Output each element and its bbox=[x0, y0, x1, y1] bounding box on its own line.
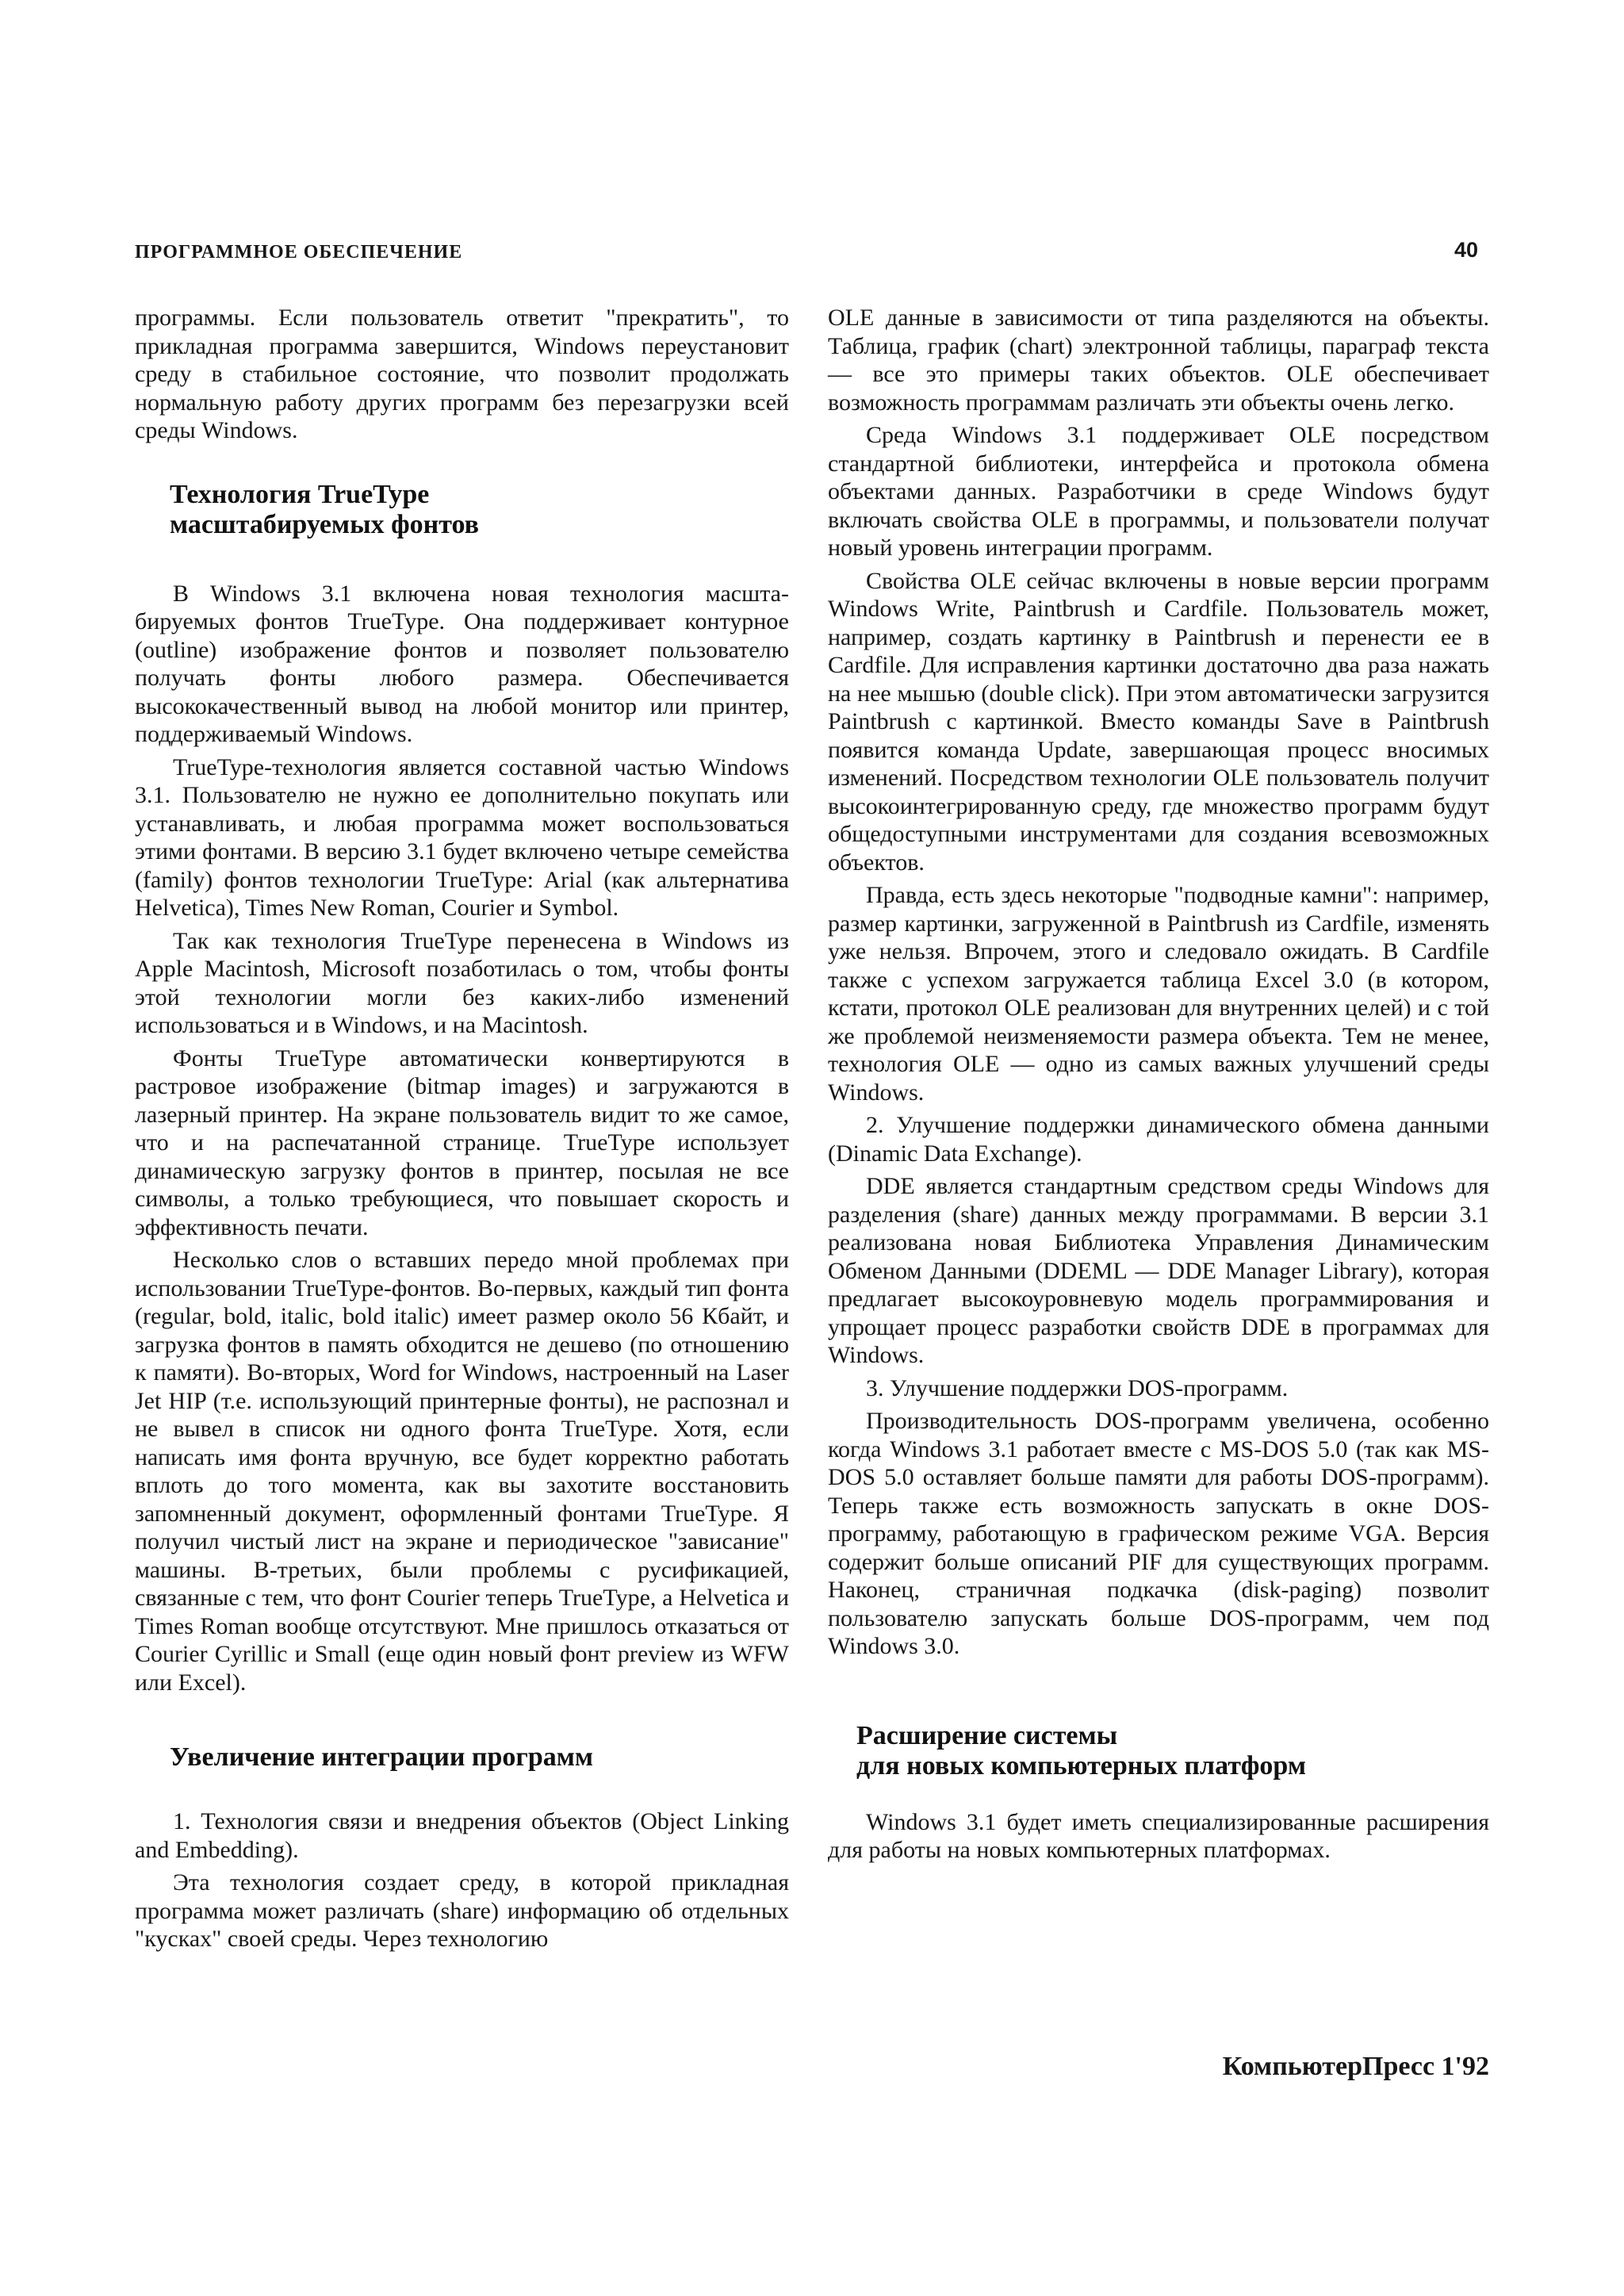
paragraph: Так как технология TrueType перенесена в Windows из Apple Macintosh, Microsoft позаботилась о том, чтобы фонты этой технологии могли без каких-либо изменений использоваться и в Windows, и на Macintosh. bbox=[135, 927, 789, 1038]
paragraph: Фонты TrueType автоматически конвертируются в растровое изображение (bitmap images) и загружаются в лазерный принтер. На экране пользователь видит то же самое, что и на распечатанной странице. TrueType использует динамическую загрузку фонтов в принтер, посылая не все символы, а только требующиеся, что повышает скорость и эффективность печати. bbox=[135, 1045, 789, 1240]
paragraph: 1. Технология связи и внедрения объектов (Object Linking and Embedding). bbox=[135, 1808, 789, 1863]
paragraph: В Windows 3.1 включена новая технология масштабируемых фонтов TrueType. Она поддерживает контурное (outline) изображение фонтов и позволяет пользователю получать фонты любого размера. Обеспечивается высококачественный вывод на любой монитор или принтер, поддерживаемый Windows. bbox=[135, 580, 789, 747]
left-column bbox=[135, 304, 789, 1958]
heading-line: масштабируемых фонтов bbox=[170, 509, 480, 539]
paragraph: Производительность DOS-программ увеличена, особенно когда Windows 3.1 работает вместе с MS-DOS 5.0 (так как MS-DOS 5.0 оставляет больше памяти для работы DOS-программ). Теперь также есть возможность запускать в окне DOS-программу, работающую в графическом режиме VGA. Версия содержит больше описаний PIF для существующих программ. Наконец, страничная подкачка (disk-paging) позволит пользователю запускать больше DOS-программ, чем под Windows 3.0. bbox=[828, 1408, 1489, 1659]
paragraph: Эта технология создает среду, в которой прикладная программа может различать (share) информацию об отдельных "кусках" своей среды. Через технологию bbox=[135, 1869, 789, 1952]
heading-integration: Увеличение интеграции программ bbox=[170, 1742, 594, 1772]
paragraph: 2. Улучшение поддержки динамического обмена данными (Dinamic Data Exchange). bbox=[828, 1112, 1489, 1167]
paragraph: Несколько слов о вставших передо мной проблемах при использовании TrueType-фонтов. Во-первых, каждый тип фонта (regular, bold, italic, bold italic) имеет размер около 56 Кбайт, и загрузка фонтов в память обходится не дешево (по отношению к памяти). Во-вторых, Word for Windows, настроенный на Laser Jet HIP (т.е. использующий принтерные фонты), не распознал и не вывел в список ни одного фонта TrueType. Хотя, если написать имя фонта вручную, все будет корректно работать вплоть до того момента, как вы захотите восстановить запомненный документ, оформленный фонтами TrueType. Я получил чистый лист на экране и периодическое "зависание" машины. В-третьих, были проблемы с русификацией, связанные с тем, что фонт Courier теперь TrueType, а Helvetica и Times Roman вообще отсутствуют. Мне пришлось отказаться от Courier Cyrillic и Small (еще один новый фонт preview из WFW или Excel). bbox=[135, 1247, 789, 1696]
heading-line: для новых компьютерных платформ bbox=[856, 1750, 1306, 1780]
paragraph: Windows 3.1 будет иметь специализированные расширения для работы на новых компьютерных платформах. bbox=[828, 1808, 1489, 1863]
page-number: 40 bbox=[1454, 238, 1479, 262]
paragraph: DDE является стандартным средством среды Windows для разделения (share) данных между программами. В версии 3.1 реализована новая Библиотека Управления Динамическим Обменом Данными (DDEML — DDE Manager Library), которая предлагает высокоуровневую модель программирования и упрощает процесс разработки свойств DDE в программах для Windows. bbox=[828, 1173, 1489, 1368]
paragraph: Правда, есть здесь некоторые "подводные камни": например, размер картинки, загруженной в Paintbrush из Cardfile, изменять уже нельзя. Впрочем, этого и следовало ожидать. В Cardfile также с успехом загружается таблица Excel 3.0 (в котором, кстати, протокол OLE реализован для внутренних целей) и с той же проблемой неизменяемости размера объекта. Тем не менее, технология OLE — одно из самых важных улучшений среды Windows. bbox=[828, 882, 1489, 1106]
paragraph: 3. Улучшение поддержки DOS-программ. bbox=[866, 1374, 1289, 1401]
right-column bbox=[828, 304, 1489, 1869]
paragraph: Среда Windows 3.1 поддерживает OLE посредством стандартной библиотеки, интерфейса и протокола обмена объектами данных. Разработчики в среде Windows будут включать свойства OLE в программы, и пользователи получат новый уровень интеграции программ. bbox=[828, 422, 1489, 561]
paragraph: TrueType-технология является составной частью Windows 3.1. Пользователю не нужно ее дополнительно покупать или устанавливать, и любая программа может воспользоваться этими фонтами. В версию 3.1 будет включено четыре семейства (family) фонтов технологии TrueType: Arial (как альтернатива Helvetica), Times New Roman, Courier и Symbol. bbox=[135, 753, 789, 921]
magazine-footer: КомпьютерПресс 1'92 bbox=[1222, 2052, 1489, 2081]
heading-line: Технология TrueType bbox=[170, 479, 430, 509]
heading-truetype bbox=[135, 480, 789, 540]
paragraph: Свойства OLE сейчас включены в новые версии программ Windows Write, Paintbrush и Cardfile. Пользователь может, например, создать картинку в Paintbrush и перенести ее в Cardfile. Для исправления картинки достаточно два раза нажать на нее мышью (double click). При этом автоматически загрузится Paintbrush с картинкой. Вместо команды Save в Paintbrush появится команда Update, завершающая процесс вносимых изменений. Посредством технологии OLE пользователь получит высокоинтегрированную среду, где множество программ будут общедоступными инструментами для создания всевозможных объектов. bbox=[828, 567, 1489, 876]
heading-line: Расширение системы bbox=[856, 1720, 1118, 1750]
paragraph: программы. Если пользователь ответит "прекратить", то прикладная программа завершится, Windows переустановит среду в стабильное состояние, что позволит продолжать нормальную работу других программ без перезагрузки всей среды Windows. bbox=[135, 305, 789, 443]
running-header-section: ПРОГРАММНОЕ ОБЕСПЕЧЕНИЕ bbox=[135, 242, 463, 263]
heading-extension bbox=[828, 1721, 1489, 1781]
paragraph: OLE данные в зависимости от типа разделяются на объекты. Таблица, график (chart) электронной таблицы, параграф текста — все это примеры таких объектов. OLE обеспечивает возможность программам различать эти объекты очень легко. bbox=[828, 305, 1489, 416]
